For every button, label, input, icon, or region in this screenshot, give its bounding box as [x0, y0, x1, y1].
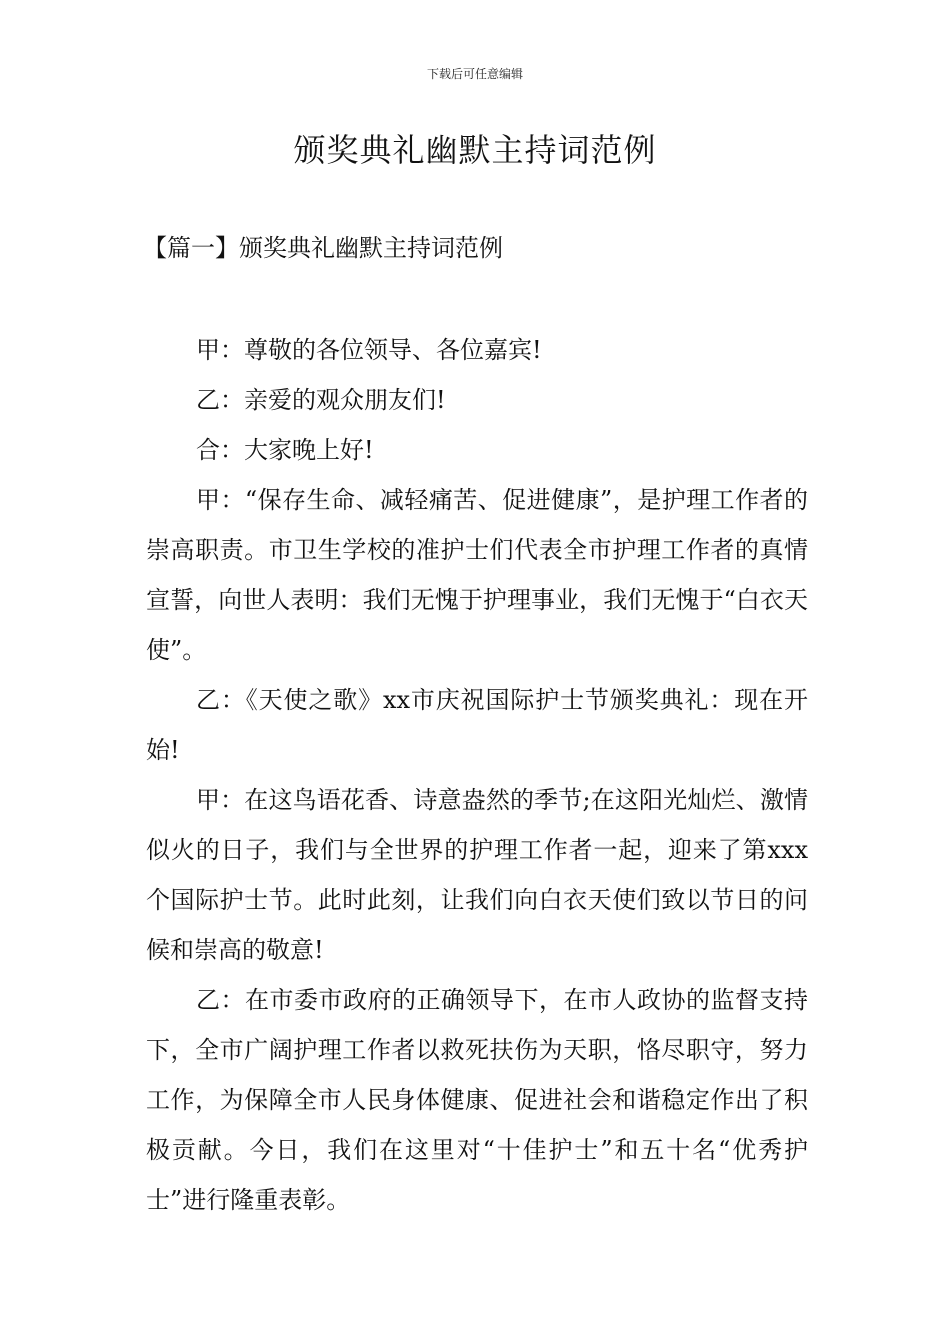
paragraph: 乙：在市委市政府的正确领导下，在市人政协的监督支持下，全市广阔护理工作者以救死扶伤为天职，恪尽职守，努力工作，为保障全市人民身体健康、促进社会和谐稳定作出了积极贡献。今日，我们在这里对“十佳护士”和五十名“优秀护士”进行隆重表彰。 [146, 986, 808, 1214]
header-note: 下载后可任意编辑 [426, 67, 523, 81]
section-heading: 【篇一】颁奖典礼幽默主持词范例 [143, 234, 503, 262]
document-body [146, 325, 808, 1225]
paragraph: 甲：尊敬的各位领导、各位嘉宾! [196, 336, 542, 364]
document-title: 颁奖典礼幽默主持词范例 [293, 131, 657, 169]
paragraph: 乙：亲爱的观众朋友们! [196, 386, 446, 414]
paragraph: 合：大家晚上好! [196, 436, 374, 464]
paragraph: 乙：《天使之歌》xx市庆祝国际护士节颁奖典礼：现在开始! [146, 686, 808, 764]
paragraph: 甲：在这鸟语花香、诗意盎然的季节;在这阳光灿烂、激情似火的日子，我们与全世界的护理工作者一起，迎来了第xxx个国际护士节。此时此刻，让我们向白衣天使们致以节日的问候和崇高的敬意! [146, 786, 808, 964]
paragraph: 甲：“保存生命、减轻痛苦、促进健康”，是护理工作者的崇高职责。市卫生学校的准护士们代表全市护理工作者的真情宣誓，向世人表明：我们无愧于护理事业，我们无愧于“白衣天使”。 [146, 486, 808, 664]
